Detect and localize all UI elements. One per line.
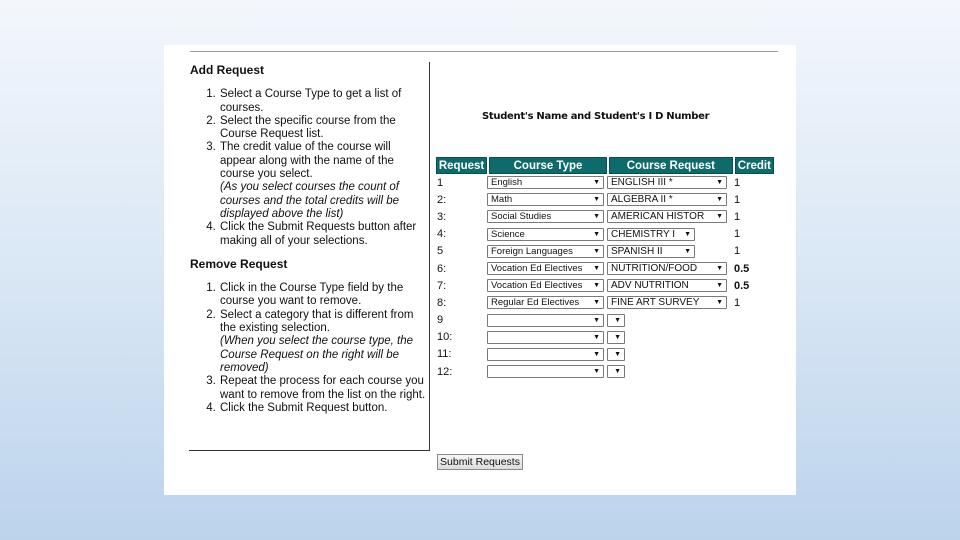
course-request-select[interactable] [607,176,727,189]
remove-request-heading: Remove Request [190,256,288,271]
list-item [219,141,429,221]
request-number: 9 [437,314,444,327]
course-type-select[interactable] [487,365,604,378]
chevron-down-icon: ▼ [684,247,691,255]
course-request-value: CHEMISTRY I [611,228,676,240]
course-type-cell [487,314,607,327]
course-request-cell [607,228,733,241]
step-text: Select a category that is different from the existing selection. [220,308,414,335]
course-type-cell [487,228,607,241]
chevron-down-icon: ▼ [614,333,621,341]
course-request-cell [607,176,733,189]
course-type-cell [487,176,607,189]
table-body [436,174,776,380]
request-number: 2: [437,193,447,206]
course-type-select[interactable] [487,176,604,189]
credit-value: 1 [734,210,741,223]
course-type-cell [487,365,607,378]
chevron-down-icon: ▼ [593,247,600,255]
table-row [436,312,776,329]
course-type-value: Vocation Ed Electives [491,280,583,292]
course-type-select[interactable] [487,210,604,223]
header-request: Request [436,157,487,174]
chevron-down-icon: ▼ [614,316,621,324]
course-request-select[interactable] [607,296,727,309]
table-row [436,174,776,191]
course-type-select[interactable] [487,296,604,309]
course-type-select[interactable] [487,314,604,327]
chevron-down-icon: ▼ [593,179,600,187]
table-row [436,329,776,346]
course-request-cell [607,262,733,275]
course-type-select[interactable] [487,245,604,258]
step-text: Select a Course Type to get a list of courses. [220,88,402,114]
course-request-cell [607,296,733,309]
course-type-value: Science [491,228,525,240]
list-item [219,402,429,415]
course-type-value: Foreign Languages [491,245,573,257]
header-course-request: Course Request [609,157,733,174]
chevron-down-icon: ▼ [593,196,600,204]
step-text: Click the Submit Request button. [220,401,388,414]
credit-value: 0.5 [734,262,750,275]
request-number: 5 [437,245,444,258]
request-number: 7: [437,279,447,292]
credit-value: 1 [734,296,741,309]
list-item [219,115,429,142]
course-request-value: SPANISH II [611,245,663,257]
step-text: Repeat the process for each course you want to remove from the list on the right. [220,375,426,401]
chevron-down-icon: ▼ [684,230,691,238]
step-note: (When you select the course type, the Course Request on the right will be removed) [220,335,414,374]
course-request-cell [607,331,733,344]
course-type-cell [487,296,607,309]
step-text: Select the specific course from the Course Request list. [220,114,396,141]
course-request-cell [607,245,733,258]
course-type-select[interactable] [487,331,604,344]
course-type-cell [487,210,607,223]
chevron-down-icon: ▼ [593,299,600,307]
chevron-down-icon: ▼ [593,333,600,341]
chevron-down-icon: ▼ [614,350,621,358]
list-item [219,309,429,375]
list-item [219,375,429,402]
chevron-down-icon: ▼ [614,368,621,376]
chevron-down-icon: ▼ [593,213,600,221]
chevron-down-icon: ▼ [716,196,723,204]
course-request-select[interactable] [607,365,625,378]
request-number: 12: [437,365,453,378]
course-request-cell [607,279,733,292]
course-type-select[interactable] [487,279,604,292]
course-request-value: ALGEBRA II * [611,194,673,206]
credit-value: 1 [734,176,741,189]
request-number: 8: [437,296,447,309]
request-number: 10: [437,331,453,344]
student-info-heading: Student's Name and Student's I D Number [482,111,710,122]
course-request-table [436,157,776,380]
course-request-cell [607,348,733,361]
course-type-cell [487,331,607,344]
add-request-steps [189,88,429,248]
credit-value: 1 [734,193,741,206]
course-type-cell [487,193,607,206]
table-row [436,226,776,243]
chevron-down-icon: ▼ [716,282,723,290]
table-row [436,346,776,363]
chevron-down-icon: ▼ [716,213,723,221]
chevron-down-icon: ▼ [593,316,600,324]
course-request-select[interactable] [607,245,695,258]
table-row [436,243,776,260]
course-request-cell [607,193,733,206]
course-type-cell [487,262,607,275]
table-row [436,294,776,311]
course-type-cell [487,245,607,258]
course-request-value: FINE ART SURVEY [611,297,700,309]
chevron-down-icon: ▼ [593,282,600,290]
instructions-panel [189,62,430,451]
request-number: 11: [437,348,452,361]
table-row [436,260,776,277]
list-item [219,88,429,115]
table-row [436,208,776,225]
table-row [436,363,776,380]
table-row [436,277,776,294]
course-request-cell [607,365,733,378]
request-number: 3: [437,210,447,223]
step-text: Click the Submit Requests button after making all of your selections. [220,221,417,247]
course-type-value: Vocation Ed Electives [491,263,583,275]
step-text: The credit value of the course will appear along with the name of the course you select. [220,141,394,181]
chevron-down-icon: ▼ [593,265,600,273]
course-type-select[interactable] [487,262,604,275]
request-number: 6: [437,262,447,275]
course-request-cell [607,210,733,223]
course-type-cell [487,279,607,292]
course-type-select[interactable] [487,228,604,241]
credit-value: 1 [734,245,741,258]
course-type-select[interactable] [487,348,604,361]
header-credit: Credit [735,157,774,174]
course-type-select[interactable] [487,193,604,206]
table-header [436,157,776,174]
request-number: 4: [437,228,447,241]
chevron-down-icon: ▼ [593,350,600,358]
course-type-cell [487,348,607,361]
slide [164,45,796,495]
course-request-select[interactable] [607,331,625,344]
remove-request-steps [189,282,429,415]
course-request-cell [607,314,733,327]
add-request-heading: Add Request [190,63,265,77]
header-course-type: Course Type [489,157,607,174]
list-item [219,221,429,248]
course-request-value: ADV NUTRITION [611,280,689,292]
course-request-select[interactable] [607,210,727,223]
step-text: Click in the Course Type field by the course you want to remove. [220,282,404,308]
list-item [219,282,429,309]
request-number: 1 [437,176,444,189]
divider [190,51,778,52]
course-request-value: ENGLISH III * [611,177,673,189]
course-type-value: Social Studies [491,211,552,223]
course-type-value: English [491,177,523,189]
credit-value: 0.5 [734,279,750,292]
credit-value: 1 [734,228,741,241]
course-request-value: AMERICAN HISTOR [611,211,705,223]
step-note: (As you select courses the count of courses and the total credits will be displayed above the list) [220,181,399,220]
course-request-select[interactable] [607,279,727,292]
course-request-value: NUTRITION/FOOD [611,263,698,275]
chevron-down-icon: ▼ [593,230,600,238]
chevron-down-icon: ▼ [593,368,600,376]
course-type-value: Regular Ed Electives [491,297,580,309]
course-request-select[interactable] [607,348,625,361]
table-row [436,191,776,208]
course-request-select[interactable] [607,193,727,206]
course-request-select[interactable] [607,228,695,241]
course-type-value: Math [491,194,513,206]
chevron-down-icon: ▼ [716,265,723,273]
submit-requests-button[interactable]: Submit Requests [437,454,523,470]
course-request-select[interactable] [607,314,625,327]
chevron-down-icon: ▼ [716,179,723,187]
chevron-down-icon: ▼ [716,299,723,307]
course-request-select[interactable] [607,262,727,275]
